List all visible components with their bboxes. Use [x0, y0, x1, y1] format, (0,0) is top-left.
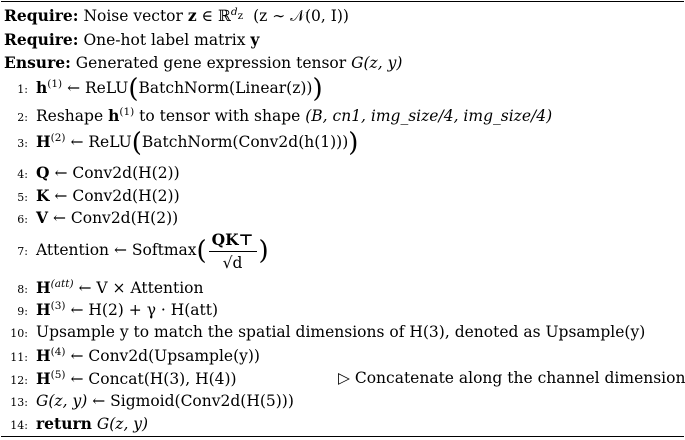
step-number: 14: [10, 419, 28, 432]
fraction-denominator: √d [222, 254, 243, 272]
step-number: 7: [17, 245, 28, 258]
step-7 [4, 230, 269, 272]
step-number: 3: [17, 137, 28, 150]
ensure-expr: G(z, y) [351, 54, 403, 72]
step-6 [4, 208, 178, 227]
distribution: (z ∼ 𝒩(0, I)) [253, 7, 349, 25]
step-lhs-sup: (3) [50, 300, 66, 312]
step-lhs-sup: (att) [50, 278, 74, 290]
step-inner: BatchNorm(Conv2d(h(1))) [141, 133, 349, 151]
right-paren: ) [312, 74, 323, 104]
step-body: ← Conv2d(H(2)) [54, 164, 180, 182]
step-lhs-sup: (1) [47, 78, 63, 90]
step-lhs: Q [36, 163, 50, 182]
step-10 [4, 323, 645, 341]
dim-symbol: d [230, 6, 238, 18]
step-8 [4, 278, 203, 297]
step-lhs-sup: (4) [50, 346, 66, 358]
step-body: ← V × Attention [78, 279, 204, 297]
require-noise-line [4, 6, 349, 26]
step-lhs: H [36, 369, 51, 388]
ensure-keyword: Ensure: [4, 53, 71, 72]
step-inner: BatchNorm(Linear(z)) [138, 79, 313, 97]
step-text: Upsample y to match the spatial dimensions of H(3), denoted as Upsample(y) [36, 323, 646, 341]
right-paren: ) [348, 128, 359, 158]
step-9 [4, 300, 218, 319]
step-body: ← Conv2d(H(2)) [54, 187, 180, 205]
step-number: 8: [17, 283, 28, 296]
step-lhs-sup: (2) [50, 132, 66, 144]
step-var-sup: (1) [119, 106, 135, 118]
require-keyword: Require: [4, 6, 79, 25]
right-paren: ) [258, 236, 269, 266]
step-number: 13: [10, 396, 28, 409]
step-body: ← ReLU [67, 79, 129, 97]
step-body: G(z, y) [96, 415, 149, 433]
step-comment: ▷ Concatenate along the channel dimension [338, 369, 685, 387]
step-number: 6: [17, 213, 28, 226]
step-lhs: h [36, 78, 48, 97]
step-body: ← H(2) + γ · H(att) [70, 301, 219, 319]
var-y: y [250, 30, 260, 49]
step-number: 12: [10, 374, 28, 387]
bottom-rule [1, 436, 684, 437]
step-lhs-sup: (5) [50, 369, 66, 381]
step-lhs: G(z, y) [36, 392, 88, 410]
require-label-line [4, 30, 259, 49]
step-number: 2: [17, 111, 28, 124]
step-lhs: Attention [36, 241, 110, 259]
left-paren: ( [128, 74, 139, 104]
top-rule [1, 1, 684, 2]
step-lhs: H [36, 132, 51, 151]
ensure-text: Generated gene expression tensor [75, 54, 347, 72]
step-1 [4, 74, 323, 104]
set-membership: ∈ ℝ [201, 7, 231, 25]
require-keyword: Require: [4, 30, 79, 49]
step-rest: to tensor with shape [139, 107, 301, 125]
step-lhs: H [36, 346, 51, 365]
fraction-numerator: QK⊤ [209, 230, 257, 252]
step-2 [4, 106, 552, 125]
step-body: ← Concat(H(3), H(4)) [70, 370, 237, 388]
step-lhs: V [36, 208, 49, 227]
step-text: Reshape [36, 107, 104, 125]
step-lhs: H [36, 300, 51, 319]
step-12 [4, 369, 685, 388]
step-var: h [108, 106, 120, 125]
step-number: 10: [10, 327, 28, 340]
step-shape: (B, cn1, img_size/4, img_size/4) [305, 107, 553, 125]
dim-sub: z [237, 10, 244, 22]
step-number: 4: [17, 168, 28, 181]
step-body: ← Softmax [113, 241, 197, 259]
left-paren: ( [196, 236, 207, 266]
step-5 [4, 186, 180, 205]
step-11 [4, 346, 260, 365]
step-number: 9: [17, 305, 28, 318]
step-3 [4, 128, 359, 158]
step-number: 5: [17, 191, 28, 204]
left-paren: ( [131, 128, 142, 158]
step-body: ← Conv2d(Upsample(y)) [70, 347, 260, 365]
return-keyword: return [36, 414, 92, 433]
step-lhs: H [36, 278, 51, 297]
step-number: 11: [10, 351, 28, 364]
step-body: ← Conv2d(H(2)) [52, 209, 179, 227]
step-13 [4, 392, 294, 410]
attention-fraction [209, 230, 257, 272]
var-z: z [187, 6, 197, 25]
ensure-line [4, 53, 402, 72]
require-text: One-hot label matrix [83, 31, 246, 49]
require-text: Noise vector [83, 7, 183, 25]
step-number: 1: [17, 83, 28, 96]
step-lhs: K [36, 186, 50, 205]
step-14 [4, 414, 148, 433]
step-body: ← ReLU [70, 133, 132, 151]
step-4 [4, 163, 180, 182]
step-body: ← Sigmoid(Conv2d(H(5))) [92, 392, 294, 410]
